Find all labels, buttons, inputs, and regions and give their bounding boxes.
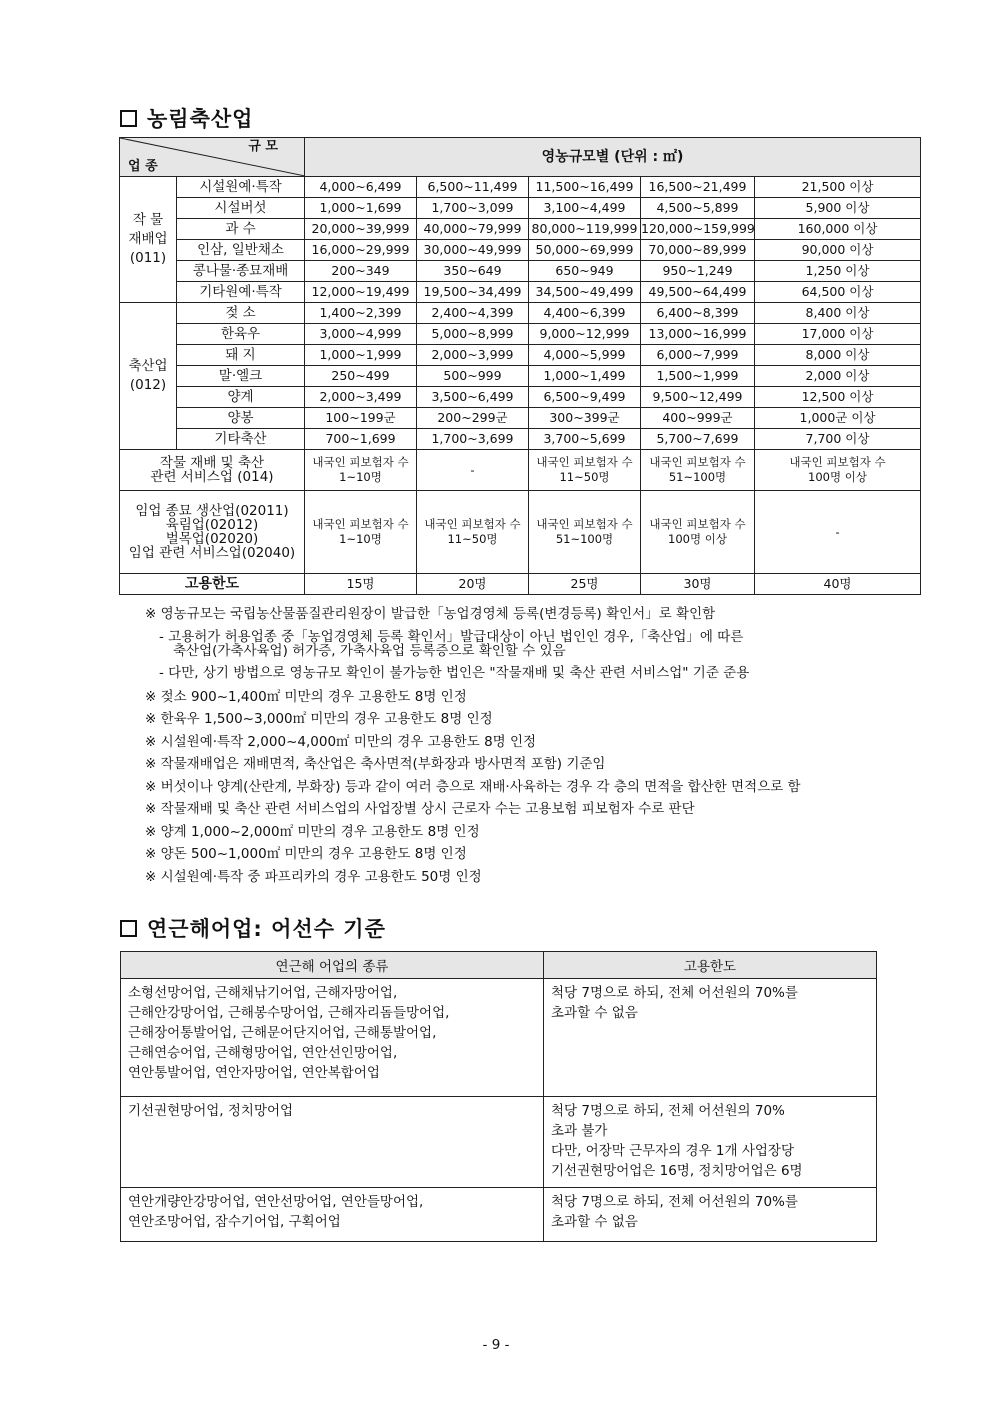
- corner-cell: [120, 138, 305, 177]
- fishery-limit: 척당 7명으로 하되, 전체 어선원의 70% 초과 불가 다만, 어장막 근무자의 경우 1개 사업장당 기선권현망어업은 16명, 정치망어업은 6명: [544, 1097, 877, 1188]
- value-cell: 9,000~12,999: [529, 324, 641, 345]
- table-row: [120, 408, 921, 429]
- value-cell: 11,500~16,499: [529, 177, 641, 198]
- value-cell: 6,500~9,499: [529, 387, 641, 408]
- value-cell: 3,700~5,699: [529, 429, 641, 450]
- note-item: ※ 양돈 500~1,000㎡ 미만의 경우 고용한도 8명 인정: [145, 846, 467, 862]
- value-cell: 400~999군: [641, 408, 755, 429]
- column-header: 고용한도: [544, 952, 877, 979]
- checkbox-square-icon: [120, 920, 137, 937]
- value-cell: 1,000~1,999: [305, 345, 417, 366]
- value-cell: 16,500~21,499: [641, 177, 755, 198]
- note-item: ※ 젖소 900~1,400㎡ 미만의 경우 고용한도 8명 인정: [145, 688, 467, 705]
- table-row: [121, 979, 877, 1097]
- value-cell: 50,000~69,999: [529, 240, 641, 261]
- value-cell: 4,000~5,999: [529, 345, 641, 366]
- value-cell: 4,400~6,399: [529, 303, 641, 324]
- row-label: 시설버섯: [177, 198, 305, 219]
- value-cell: 300~399군: [529, 408, 641, 429]
- fishery-kind: 기선권현망어업, 정치망어업: [121, 1097, 544, 1188]
- value-cell: 8,000 이상: [755, 345, 921, 366]
- value-cell: 12,000~19,499: [305, 282, 417, 303]
- value-cell: 내국인 피보험자 수 100명 이상: [755, 450, 921, 491]
- value-cell: 2,000 이상: [755, 366, 921, 387]
- value-cell: 3,000~4,999: [305, 324, 417, 345]
- table-row: [120, 240, 921, 261]
- note-item: ※ 한육우 1,500~3,000㎡ 미만의 경우 고용한도 8명 인정: [145, 711, 493, 727]
- value-cell: 9,500~12,499: [641, 387, 755, 408]
- note-item: - 다만, 상기 방법으로 영농규모 확인이 불가능한 법인은 "작물재배 및 축산 관련 서비스업" 기준 준용: [159, 664, 750, 681]
- table-row: [120, 282, 921, 303]
- corner-label-scale: 규 모: [248, 139, 278, 154]
- value-cell: 80,000~119,999: [529, 219, 641, 240]
- table-row: [120, 219, 921, 240]
- row-label: 양봉: [177, 408, 305, 429]
- table-row: [120, 366, 921, 387]
- farm-scale-table: [119, 137, 921, 595]
- fishery-kind: 소형선망어업, 근해채낚기어업, 근해자망어업, 근해안강망어업, 근해봉수망어업, 근해자리돔들망어업, 근해장어통발어업, 근해문어단지어업, 근해통발어업, 근해연승어업, 근해형망어업, 연안선인망어업, 연안통발어업, 연안자망어업, 연안복합어업: [121, 979, 544, 1097]
- value-cell: 내국인 피보험자 수 1~10명: [305, 491, 417, 574]
- value-cell: 4,000~6,499: [305, 177, 417, 198]
- table-row: [120, 450, 921, 491]
- row-label: 시설원예·특작: [177, 177, 305, 198]
- group-label-crop: 작 물 재배업 (011): [120, 177, 177, 303]
- row-label: 돼 지: [177, 345, 305, 366]
- value-cell: 3,100~4,499: [529, 198, 641, 219]
- value-cell: 19,500~34,499: [417, 282, 529, 303]
- value-cell: -: [755, 491, 921, 574]
- checkbox-square-icon: [120, 110, 137, 127]
- value-cell: 1,500~1,999: [641, 366, 755, 387]
- value-cell: 5,000~8,999: [417, 324, 529, 345]
- value-cell: 64,500 이상: [755, 282, 921, 303]
- value-cell: 20명: [417, 574, 529, 595]
- note-item: ※ 양계 1,000~2,000㎡ 미만의 경우 고용한도 8명 인정: [145, 823, 480, 840]
- value-cell: 200~349: [305, 261, 417, 282]
- value-cell: -: [417, 450, 529, 491]
- table-row: [120, 303, 921, 324]
- notes-list: [145, 603, 801, 888]
- value-cell: 12,500 이상: [755, 387, 921, 408]
- note-item: ※ 시설원예·특작 2,000~4,000㎡ 미만의 경우 고용한도 8명 인정: [145, 733, 537, 750]
- note-item: ※ 작물재배 및 축산 관련 서비스업의 사업장별 상시 근로자 수는 고용보험 피보험자 수로 판단: [145, 801, 695, 817]
- row-label: 인삼, 일반채소: [177, 240, 305, 261]
- value-cell: 8,400 이상: [755, 303, 921, 324]
- value-cell: 120,000~159,999: [641, 219, 755, 240]
- fishery-kind: 연안개량안강망어업, 연안선망어업, 연안들망어업, 연안조망어업, 잠수기어업, 구획어업: [121, 1188, 544, 1242]
- value-cell: 16,000~29,999: [305, 240, 417, 261]
- value-cell: 1,000군 이상: [755, 408, 921, 429]
- value-cell: 650~949: [529, 261, 641, 282]
- table-row: [120, 387, 921, 408]
- value-cell: 2,000~3,499: [305, 387, 417, 408]
- row-label: 한육우: [177, 324, 305, 345]
- page-number: - 9 -: [482, 1337, 510, 1353]
- value-cell: 5,700~7,699: [641, 429, 755, 450]
- value-cell: 6,500~11,499: [417, 177, 529, 198]
- table-row: [121, 1097, 877, 1188]
- table-row: [120, 198, 921, 219]
- table-row: [120, 324, 921, 345]
- value-cell: 13,000~16,999: [641, 324, 755, 345]
- value-cell: 7,700 이상: [755, 429, 921, 450]
- group-label-livestock: 축산업 (012): [120, 303, 177, 450]
- note-item: ※ 작물재배업은 재배면적, 축산업은 축사면적(부화장과 방사면적 포함) 기준임: [145, 756, 606, 772]
- value-cell: 내국인 피보험자 수 51~100명: [529, 491, 641, 574]
- row-label: 기타축산: [177, 429, 305, 450]
- section-title-agriculture: [120, 103, 253, 133]
- value-cell: 내국인 피보험자 수 1~10명: [305, 450, 417, 491]
- value-cell: 40,000~79,999: [417, 219, 529, 240]
- value-cell: 40명: [755, 574, 921, 595]
- row-label: 고용한도: [120, 574, 305, 595]
- value-cell: 내국인 피보험자 수 11~50명: [529, 450, 641, 491]
- value-cell: 100~199군: [305, 408, 417, 429]
- value-cell: 30명: [641, 574, 755, 595]
- value-cell: 700~1,699: [305, 429, 417, 450]
- row-label: 콩나물·종묘재배: [177, 261, 305, 282]
- value-cell: 3,500~6,499: [417, 387, 529, 408]
- value-cell: 내국인 피보험자 수 100명 이상: [641, 491, 755, 574]
- value-cell: 1,000~1,699: [305, 198, 417, 219]
- fishery-table: [120, 951, 877, 1242]
- scale-header: 영농규모별 (단위 : ㎡): [305, 138, 921, 177]
- note-item: ※ 시설원예·특작 중 파프리카의 경우 고용한도 50명 인정: [145, 868, 482, 885]
- value-cell: 1,400~2,399: [305, 303, 417, 324]
- value-cell: 34,500~49,499: [529, 282, 641, 303]
- value-cell: 200~299군: [417, 408, 529, 429]
- row-label: 임업 종묘 생산업(02011) 육림업(02012) 벌목업(02020) 임업 관련 서비스업(02040): [120, 491, 305, 574]
- value-cell: 2,000~3,999: [417, 345, 529, 366]
- table-row: [121, 1188, 877, 1242]
- row-label: 말·엘크: [177, 366, 305, 387]
- value-cell: 내국인 피보험자 수 51~100명: [641, 450, 755, 491]
- note-item: 축산업(가축사육업) 허가증, 가축사육업 등록증으로 확인할 수 있음: [173, 642, 566, 659]
- value-cell: 내국인 피보험자 수 11~50명: [417, 491, 529, 574]
- row-label: 작물 재배 및 축산 관련 서비스업 (014): [120, 450, 305, 491]
- fishery-limit: 척당 7명으로 하되, 전체 어선원의 70%를 초과할 수 없음: [544, 979, 877, 1097]
- value-cell: 350~649: [417, 261, 529, 282]
- row-label: 양계: [177, 387, 305, 408]
- value-cell: 17,000 이상: [755, 324, 921, 345]
- row-label: 과 수: [177, 219, 305, 240]
- value-cell: 1,250 이상: [755, 261, 921, 282]
- value-cell: 4,500~5,899: [641, 198, 755, 219]
- value-cell: 90,000 이상: [755, 240, 921, 261]
- value-cell: 1,700~3,099: [417, 198, 529, 219]
- section-title-text: 연근해어업: 어선수 기준: [147, 917, 386, 941]
- value-cell: 21,500 이상: [755, 177, 921, 198]
- value-cell: 1,000~1,499: [529, 366, 641, 387]
- table-row: [120, 574, 921, 595]
- value-cell: 15명: [305, 574, 417, 595]
- value-cell: 160,000 이상: [755, 219, 921, 240]
- value-cell: 20,000~39,999: [305, 219, 417, 240]
- section-title-text: 농림축산업: [147, 107, 254, 131]
- value-cell: 25명: [529, 574, 641, 595]
- table-row: [120, 345, 921, 366]
- table-row: [120, 491, 921, 574]
- header-row: [120, 138, 921, 177]
- value-cell: 950~1,249: [641, 261, 755, 282]
- table-row: [120, 261, 921, 282]
- value-cell: 250~499: [305, 366, 417, 387]
- note-item: ※ 영농규모는 국립농산물품질관리원장이 발급한「농업경영체 등록(변경등록) 확인서」로 확인함: [145, 606, 716, 622]
- value-cell: 6,400~8,399: [641, 303, 755, 324]
- fishery-limit: 척당 7명으로 하되, 전체 어선원의 70%를 초과할 수 없음: [544, 1188, 877, 1242]
- value-cell: 6,000~7,999: [641, 345, 755, 366]
- value-cell: 2,400~4,399: [417, 303, 529, 324]
- table-row: [120, 429, 921, 450]
- row-label: 젖 소: [177, 303, 305, 324]
- value-cell: 70,000~89,999: [641, 240, 755, 261]
- value-cell: 1,700~3,699: [417, 429, 529, 450]
- row-label: 기타원예·특작: [177, 282, 305, 303]
- value-cell: 49,500~64,499: [641, 282, 755, 303]
- section-title-fishery: [120, 913, 386, 943]
- value-cell: 30,000~49,999: [417, 240, 529, 261]
- column-header: 연근해 어업의 종류: [121, 952, 544, 979]
- note-item: - 고용허가 허용업종 중「농업경영체 등록 확인서」발급대상이 아닌 법인인 경우,「축산업」에 따른: [159, 628, 744, 645]
- table-row: [120, 177, 921, 198]
- corner-label-industry: 업 종: [128, 159, 158, 174]
- value-cell: 5,900 이상: [755, 198, 921, 219]
- value-cell: 500~999: [417, 366, 529, 387]
- note-item: ※ 버섯이나 양계(산란계, 부화장) 등과 같이 여러 층으로 재배·사육하는 경우 각 층의 면적을 합산한 면적으로 함: [145, 778, 801, 795]
